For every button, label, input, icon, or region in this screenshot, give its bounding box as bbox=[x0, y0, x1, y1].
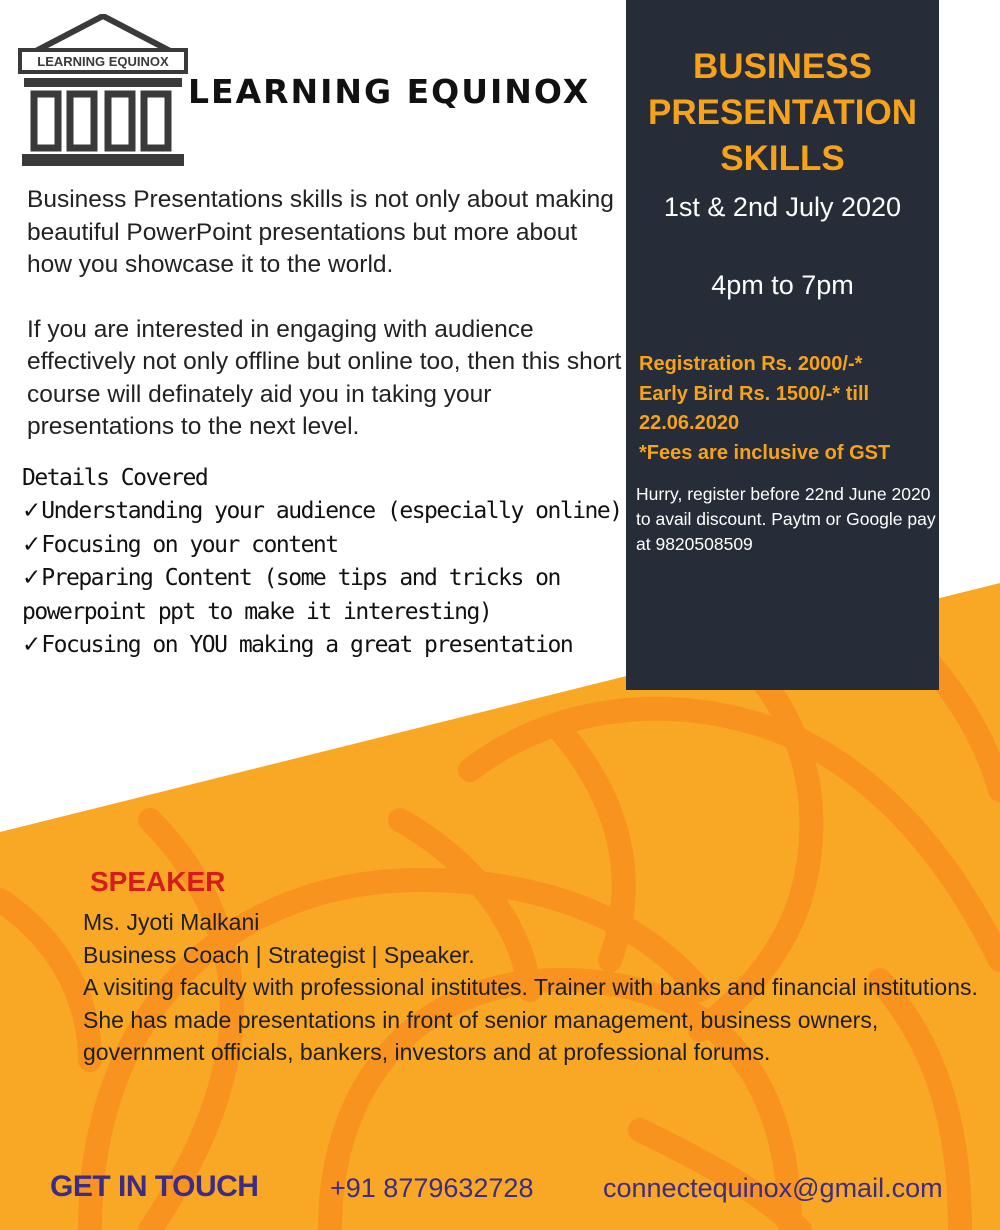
list-item: ✓Preparing Content (some tips and tricks on powerpoint ppt to make it interesting) bbox=[22, 565, 560, 625]
contact-heading: GET IN TOUCH bbox=[50, 1170, 259, 1203]
fee-details bbox=[639, 350, 934, 468]
list-item: ✓Focusing on your content bbox=[22, 531, 338, 558]
speaker-bio-1: A visiting faculty with professional institutes. Trainer with banks and financial institutions. bbox=[83, 974, 978, 1001]
speaker-roles: Business Coach | Strategist | Speaker. bbox=[83, 941, 475, 968]
fee-registration: Registration Rs. 2000/-* bbox=[639, 353, 863, 375]
course-title: BUSINESS PRESENTATION SKILLS bbox=[648, 47, 917, 178]
intro-text bbox=[27, 184, 622, 476]
contact-phone[interactable]: +91 8779632728 bbox=[330, 1173, 534, 1203]
contact-email[interactable]: connectequinox@gmail.com bbox=[603, 1173, 943, 1203]
checkmark-icon: ✓ bbox=[22, 498, 42, 525]
speaker-bio bbox=[83, 906, 983, 1069]
checkmark-icon: ✓ bbox=[22, 531, 42, 558]
speaker-name: Ms. Jyoti Malkani bbox=[83, 909, 260, 935]
institution-pillars-icon bbox=[18, 14, 188, 174]
checkmark-icon: ✓ bbox=[22, 565, 42, 592]
course-time: 4pm to 7pm bbox=[711, 270, 854, 300]
details-list bbox=[22, 462, 622, 662]
details-heading: Details Covered bbox=[22, 465, 208, 491]
fee-gst-note: *Fees are inclusive of GST bbox=[639, 441, 891, 464]
intro-paragraph-1: Business Presentations skills is not only about making beautiful PowerPoint presentations but more about how you showcase it to the world. bbox=[27, 186, 614, 278]
brand-name: LEARNING EQUINOX bbox=[188, 72, 591, 111]
checkmark-icon: ✓ bbox=[22, 632, 42, 659]
list-item: ✓Understanding your audience (especially online) bbox=[22, 498, 622, 525]
list-item: ✓Focusing on YOU making a great presentation bbox=[22, 632, 573, 659]
fee-early-bird: Early Bird Rs. 1500/-* till 22.06.2020 bbox=[639, 382, 870, 434]
speaker-bio-2: She has made presentations in front of senior management, business owners, government officials, bankers, investors and at professional forums. bbox=[83, 1006, 879, 1066]
course-date: 1st & 2nd July 2020 bbox=[663, 192, 902, 222]
logo-text: LEARNING EQUINOX bbox=[37, 54, 169, 69]
speaker-heading: SPEAKER bbox=[90, 866, 226, 897]
registration-note: Hurry, register before 22nd June 2020 to avail discount. Paytm or Google pay at 9820508509 bbox=[636, 484, 936, 554]
intro-paragraph-2: If you are interested in engaging with audience effectively not only offline but online too, then this short course will definately aid you in taking your presentations to the next level. bbox=[27, 315, 622, 440]
